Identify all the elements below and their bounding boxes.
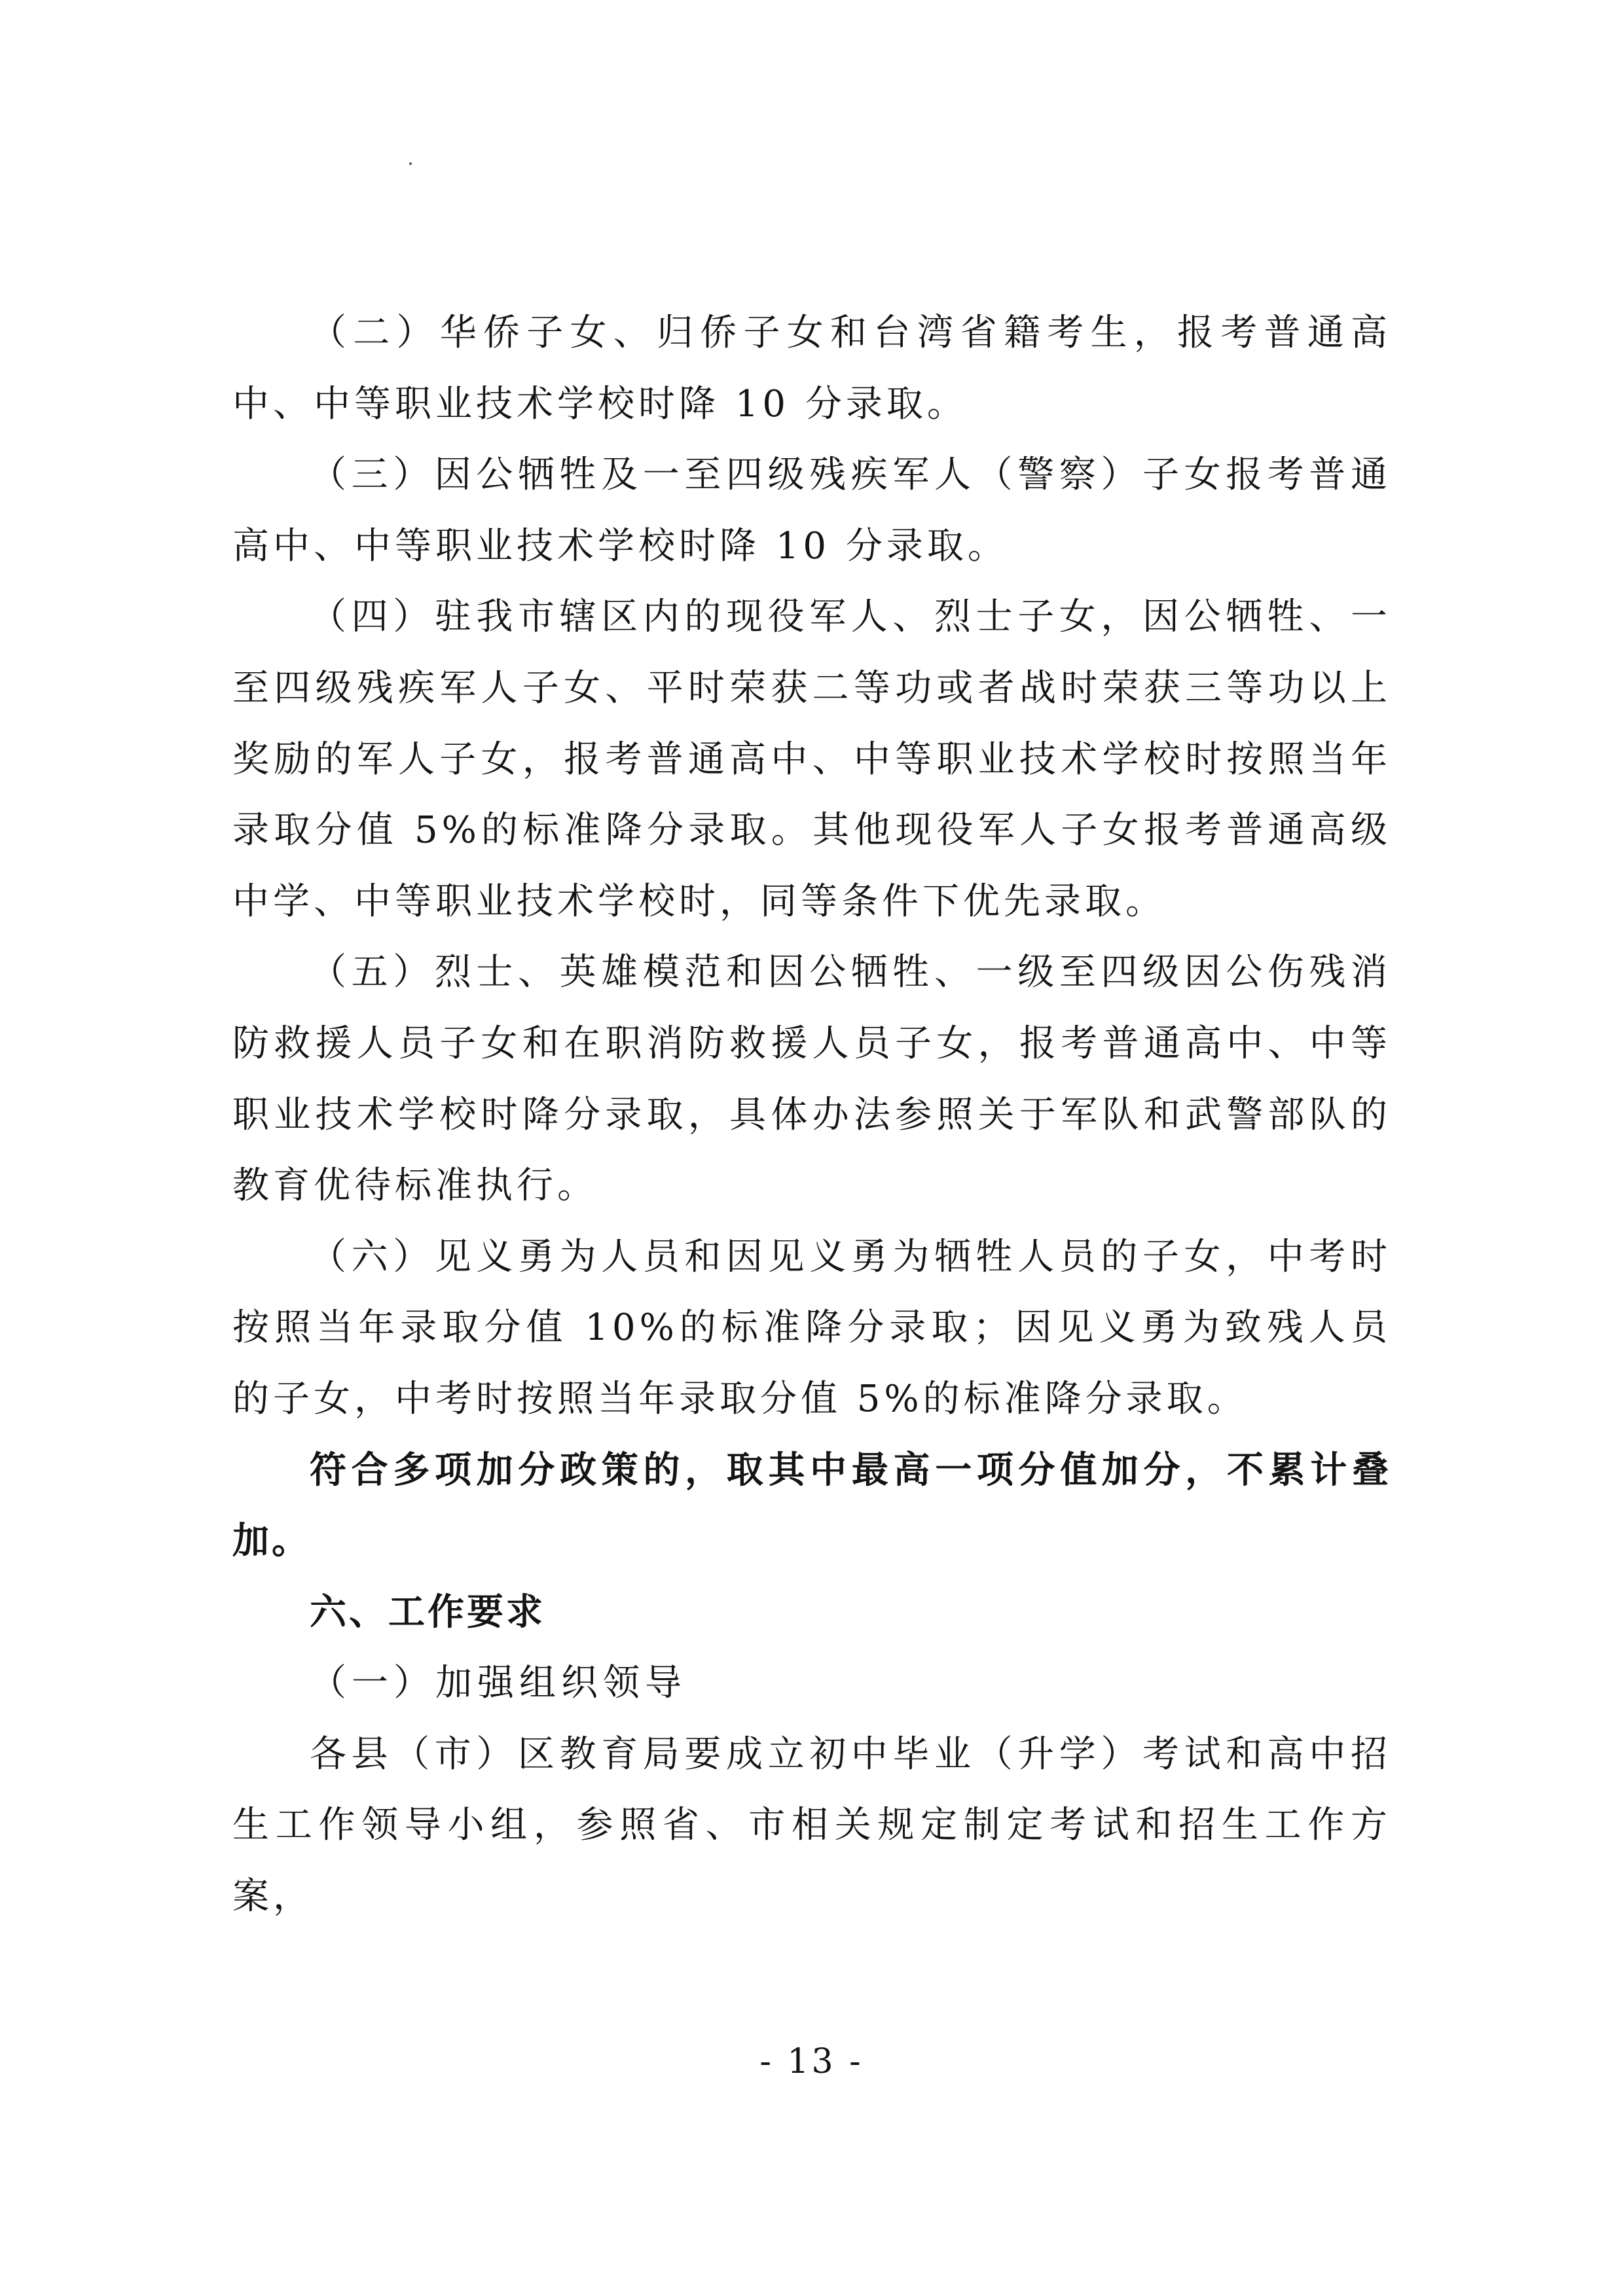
- paragraph-item-6: （六）见义勇为人员和因见义勇为牺牲人员的子女，中考时按照当年录取分值 10%的标准降分录取；因见义勇为致残人员的子女，中考时按照当年录取分值 5%的标准降分录取。: [232, 1235, 1391, 1420]
- paragraph-item-5: （五）烈士、英雄模范和因公牺牲、一级至四级因公伤残消防救援人员子女和在职消防救援人员子女，报考普通高中、中等职业技术学校时降分录取，具体办法参照关于军队和武警部队的教育优待标准执行。: [232, 951, 1391, 1208]
- section-heading: 六、工作要求: [310, 1590, 545, 1634]
- paragraph-item-4: （四）驻我市辖区内的现役军人、烈士子女，因公牺牲、一至四级残疾军人子女、平时荣获二等功或者战时荣获三等功以上奖励的军人子女，报考普通高中、中等职业技术学校时按照当年录取分值 5%的标准降分录取。其他现役军人子女报考普通高级中学、中等职业技术学校时，同等条件下优先录取。: [232, 596, 1391, 923]
- page-number: - 13 -: [759, 2042, 864, 2081]
- paragraph-closing: 各县（市）区教育局要成立初中毕业（升学）考试和高中招生工作领导小组，参照省、市相关规定制定考试和招生工作方案，: [232, 1732, 1391, 1918]
- paragraph-multiple-policies: 符合多项加分政策的，取其中最高一项分值加分，不累计叠加。: [232, 1448, 1391, 1563]
- paragraph-item-2: （二）华侨子女、归侨子女和台湾省籍考生，报考普通高中、中等职业技术学校时降 10 分录取。: [232, 312, 1391, 425]
- scan-speck: [409, 162, 412, 165]
- paragraph-item-3: （三）因公牺牲及一至四级残疾军人（警察）子女报考普通高中、中等职业技术学校时降 10 分录取。: [232, 454, 1391, 567]
- document-body: [232, 298, 1391, 1933]
- subsection-heading: （一）加强组织领导: [310, 1662, 687, 1705]
